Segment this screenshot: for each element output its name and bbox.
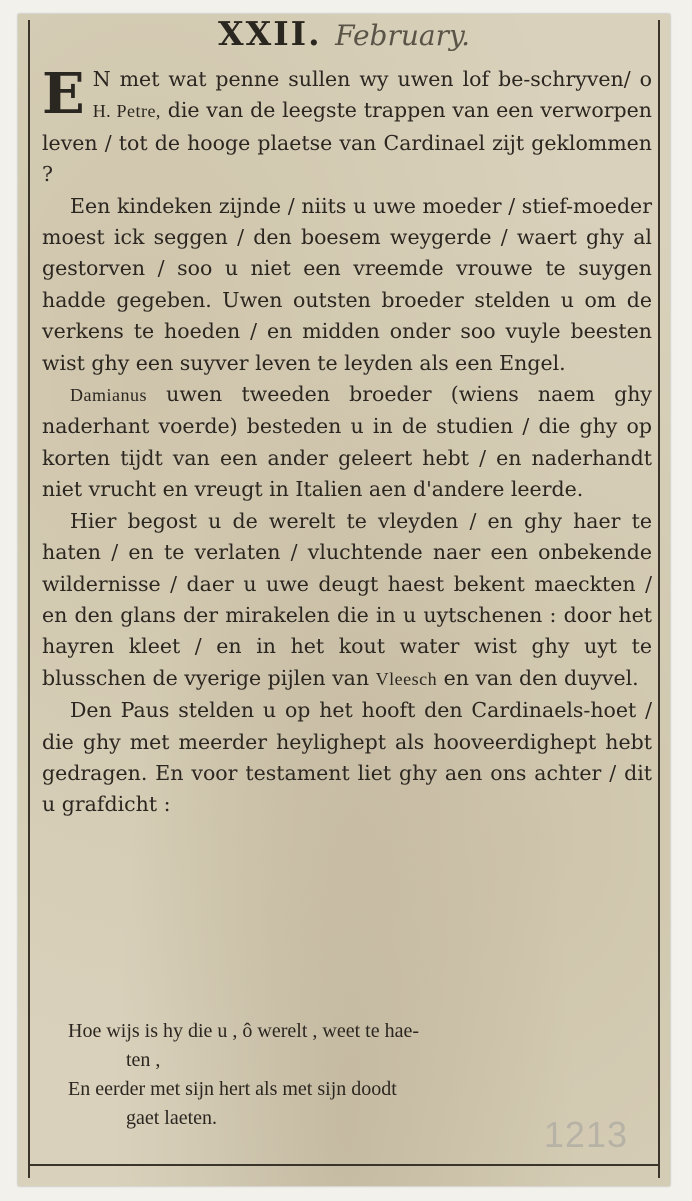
heading-month: February.	[335, 19, 470, 52]
text-run: Hier begost u de werelt te vleyden / en ghy haer te haten / en te verlaten / vluchtende naer een onbekende wildernisse / daer u uwe deugt haest bekent maeckten / en den glans der mirakelen die in u uytschenen : door het hayren kleet / en in het kout water wist ghy uyt te blusschen de vyerige pijlen van	[42, 508, 652, 690]
verse-line: ten ,	[126, 1049, 161, 1071]
roman-type-run: H. Petre,	[92, 101, 161, 122]
page-heading	[18, 14, 670, 53]
verse-line: En eerder met sijn hert als met sijn doodt	[68, 1078, 397, 1100]
roman-type-run: Vleesch	[375, 668, 438, 689]
bottom-border-rule	[28, 1164, 660, 1166]
pencil-inventory-number: 1213	[543, 1114, 628, 1155]
text-run: Den Paus stelden u op het hooft den Cardinaels-hoet / die ghy met meerder heylighept als hooveerdighept hebt gedragen. En voor testament liet ghy aen ons achter / dit u grafdicht :	[42, 698, 652, 817]
right-border-rule	[658, 20, 660, 1178]
paragraph	[42, 379, 652, 506]
left-border-rule	[28, 20, 30, 1178]
paragraph	[42, 191, 652, 379]
paragraph	[42, 695, 652, 821]
body-text	[42, 61, 653, 821]
text-run: en van den duyvel.	[437, 665, 639, 690]
roman-type-run: Damianus	[70, 385, 147, 406]
text-run: N met wat penne sullen wy uwen lof be-schryven/ o	[92, 67, 652, 91]
text-run: Een kindeken zijnde / niits u uwe moeder / stief-moeder moest ick seggen / den boesem weygerde / waert ghy al gestorven / soo u niet een vreemde vrouwe te suygen hadde gegeben. Uwen outsten broeder stelden u om de verkens te hoeden / en midden onder soo vuyle beesten wist ghy een suyver leven te leyden als een Engel.	[42, 193, 652, 375]
text-run: uwen tweeden broeder (wiens naem ghy naderhant voerde) besteden u in de studien / die ghy op korten tijdt van een ander geleert hebt / en naderhandt niet vrucht en vreugt in Italien aen d'andere leerde.	[42, 382, 652, 502]
paragraph	[42, 61, 653, 191]
paragraph	[42, 506, 652, 695]
drop-cap-initial: E	[42, 61, 85, 127]
heading-day: XXII.	[218, 14, 322, 53]
verse-line: gaet laeten.	[126, 1107, 218, 1129]
verse-line: Hoe wijs is hy die u , ô werelt , weet te hae-	[68, 1020, 420, 1042]
document-sheet	[18, 14, 670, 1186]
text-run: die van de leegste trappen van een verworpen leven / tot de hooge plaetse van Cardinael zijt geklommen ?	[42, 98, 653, 187]
